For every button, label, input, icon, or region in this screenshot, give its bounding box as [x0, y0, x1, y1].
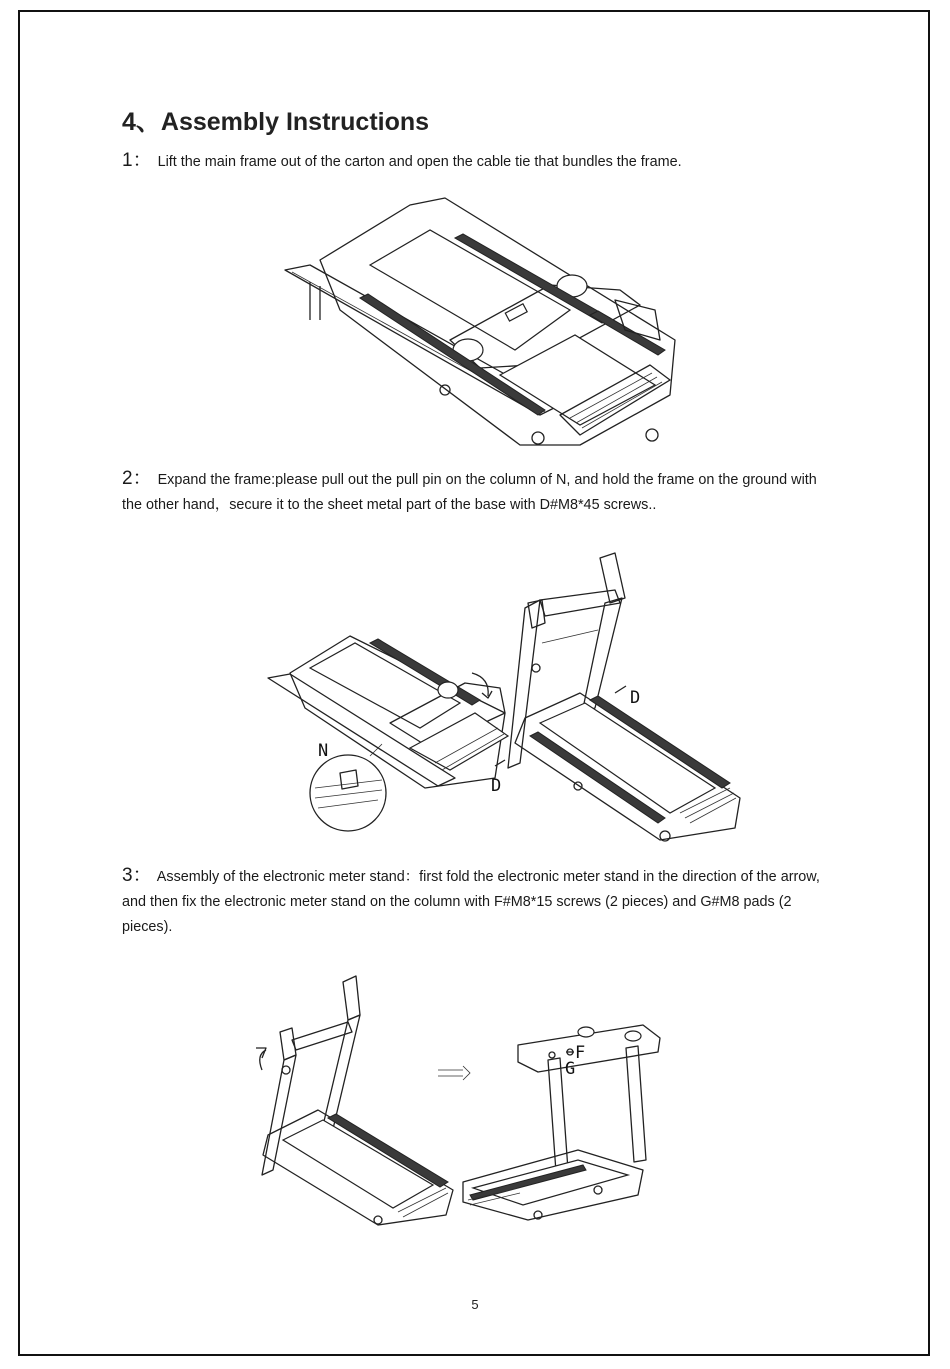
- callout-f: F: [575, 1043, 586, 1063]
- step-3-text: Assembly of the electronic meter stand：first fold the electronic meter stand in the direction of the arrow, and then fix the electronic meter stand on the column with F#M8*15 screws (2 pieces) and G#M8 pads (2 pieces).: [122, 869, 820, 935]
- meter-stand-illustration: [248, 970, 668, 1232]
- step-3: [122, 863, 832, 940]
- callout-d-lower: D: [491, 776, 502, 796]
- callout-g: G: [565, 1059, 576, 1079]
- step-1-number: 1：: [122, 150, 152, 171]
- page-number: 5: [471, 1297, 479, 1312]
- figure-expand-frame: [260, 548, 750, 848]
- figure-folded-frame: [280, 190, 680, 455]
- step-2-number: 2：: [122, 468, 152, 489]
- step-1: [122, 148, 832, 175]
- figure-meter-stand: [248, 970, 668, 1232]
- step-3-number: 3：: [122, 865, 152, 886]
- step-2: [122, 466, 832, 518]
- section-title: 4、Assembly Instructions: [122, 108, 430, 136]
- expand-frame-illustration: [260, 548, 750, 848]
- folded-frame-illustration: [280, 190, 680, 455]
- callout-d-upper: D: [630, 688, 641, 708]
- step-1-text: Lift the main frame out of the carton and open the cable tie that bundles the frame.: [157, 154, 682, 170]
- callout-n: N: [318, 741, 329, 761]
- step-2-text: Expand the frame:please pull out the pull pin on the column of N, and hold the frame on the ground with the other hand，secure it to the sheet metal part of the base with D#M8*45 screws..: [122, 472, 817, 513]
